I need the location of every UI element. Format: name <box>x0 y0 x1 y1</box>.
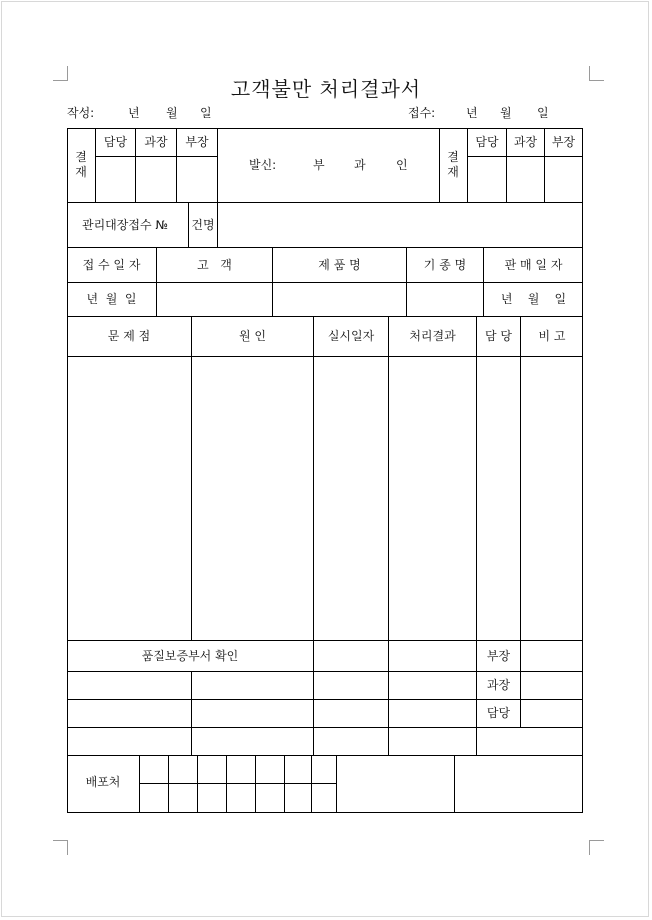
info-sale-date-value: 년 월 일 <box>500 292 567 306</box>
document-title: 고객불만 처리결과서 <box>230 77 422 101</box>
main-header-problem: 문 제 점 <box>107 329 151 343</box>
sender-dept-gwa: 과 <box>354 158 366 172</box>
written-day: 일 <box>200 106 212 120</box>
subject-label: 건명 <box>191 218 215 232</box>
approval-label-right: 결 재 <box>447 150 459 179</box>
received-month: 월 <box>500 106 512 120</box>
quality-role-gwajang: 과장 <box>486 678 511 692</box>
quality-role-bujang: 부장 <box>486 649 511 663</box>
approval-right-damdang: 담당 <box>475 135 499 149</box>
distribution-label: 배포처 <box>85 775 121 789</box>
sender-label: 발신: <box>249 158 277 172</box>
registry-label: 관리대장접수 № <box>82 218 168 232</box>
approval-col-bujang: 부장 <box>185 135 209 149</box>
written-month: 월 <box>166 106 178 120</box>
written-label: 작성: <box>67 106 95 120</box>
approval-col-damdang: 담당 <box>103 135 128 149</box>
main-header-remarks: 비 고 <box>538 329 566 343</box>
info-header-receipt-date: 접 수 일 자 <box>82 258 141 272</box>
main-header-person: 담 당 <box>485 329 512 343</box>
approval-label-left: 결 재 <box>75 150 87 179</box>
received-year: 년 <box>466 106 478 120</box>
written-year: 년 <box>128 106 140 120</box>
received-label: 접수: <box>408 106 436 120</box>
info-header-sale-date: 판 매 일 자 <box>504 258 563 272</box>
info-header-customer: 고 객 <box>197 258 232 272</box>
info-receipt-date-value: 년 월 일 <box>86 292 137 306</box>
info-header-model: 기 종 명 <box>423 258 467 272</box>
sender-dept-bu: 부 <box>313 158 325 172</box>
main-header-result: 처리결과 <box>409 329 456 343</box>
quality-role-damdang: 담당 <box>486 706 511 720</box>
info-header-product: 제 품 명 <box>318 258 361 272</box>
sender-dept-in: 인 <box>396 158 408 172</box>
approval-right-gwajang: 과장 <box>513 135 538 149</box>
main-header-cause: 원 인 <box>239 329 266 343</box>
approval-right-bujang: 부장 <box>551 135 576 149</box>
main-header-exec-date: 실시일자 <box>327 329 375 343</box>
quality-confirm-label: 품질보증부서 확인 <box>141 649 239 663</box>
approval-col-gwajang: 과장 <box>144 135 168 149</box>
received-day: 일 <box>537 106 549 120</box>
